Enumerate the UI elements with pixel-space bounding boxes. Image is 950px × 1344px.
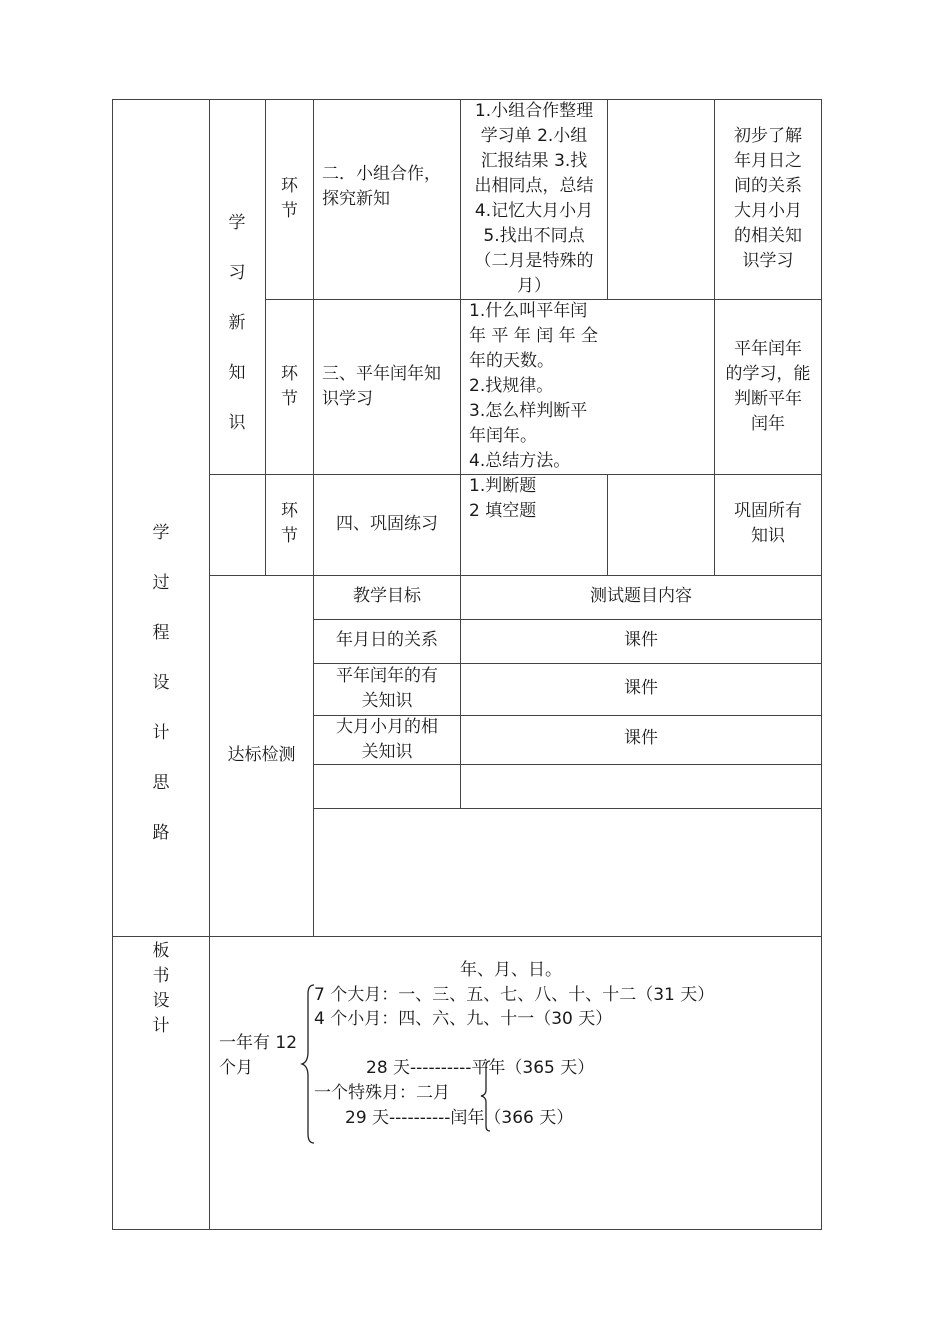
board-title: 年、月、日。 (460, 960, 562, 980)
section-char: 知 (228, 363, 246, 383)
assessment-row-goal: 年月日的关系 (336, 630, 438, 650)
side-char: 计 (152, 723, 170, 743)
step-title: 二．小组合作， 探究新知 (322, 164, 441, 209)
section-char: 习 (228, 263, 246, 283)
assessment-header-goal: 教学目标 (353, 586, 421, 606)
assessment-row-goal: 大月小月的相 关知识 (336, 717, 438, 762)
step-activities: 1.小组合作整理 学习单 2.小组 汇报结果 3.找 出相同点，总结 4.记忆大月小月 5.找出不同点 （二月是特殊的 月） (474, 101, 594, 296)
side-char: 程 (152, 623, 170, 643)
board-left: 一年有 12 个月 (219, 1033, 298, 1078)
assessment-row-content: 课件 (624, 630, 658, 650)
side-char: 思 (152, 773, 170, 793)
board-big-months: 7 个大月：一、三、五、七、八、十、十二（31 天） (314, 985, 715, 1005)
step-goal: 巩固所有 知识 (734, 501, 802, 546)
step-activities: 1.判断题 2 填空题 (469, 476, 537, 521)
step-title: 四、巩固练习 (336, 514, 438, 534)
step-title: 三、平年闰年知 识学习 (322, 364, 441, 409)
board-common-year: 28 天----------平年（365 天） (366, 1058, 595, 1078)
section-label (225, 208, 249, 458)
board-label: 板 书 设 计 (152, 941, 170, 1036)
assessment-row-goal: 平年闰年的有 关知识 (336, 666, 438, 711)
step-tag: 环 节 (281, 501, 298, 546)
section-char: 识 (228, 413, 246, 433)
step-goal: 初步了解 年月日之 间的关系 大月小月 的相关知 识学习 (734, 126, 802, 271)
section-char: 学 (228, 213, 246, 233)
big-brace-icon (300, 984, 316, 1144)
step-tag: 环 节 (281, 176, 298, 221)
assessment-header-content: 测试题目内容 (590, 586, 692, 606)
board-special-month: 一个特殊月：二月 (314, 1083, 450, 1103)
small-brace-icon (479, 1060, 493, 1132)
assessment-row-content: 课件 (624, 728, 658, 748)
assessment-label: 达标检测 (227, 745, 296, 765)
side-char: 过 (152, 573, 170, 593)
side-char: 设 (152, 673, 170, 693)
section-char: 新 (228, 313, 246, 333)
board-small-months: 4 个小月：四、六、九、十一（30 天） (314, 1009, 613, 1029)
step-goal: 平年闰年 的学习，能 判断平年 闰年 (725, 339, 811, 434)
board-leap-year: 29 天----------闰年（366 天） (345, 1108, 574, 1128)
side-label (149, 518, 173, 868)
side-char: 路 (152, 823, 170, 843)
step-tag: 环 节 (281, 364, 298, 409)
step-activities: 1.什么叫平年闰 年 平 年 闰 年 全 年的天数。 2.找规律。 3.怎么样判断平 年闰年。 4.总结方法。 (469, 301, 599, 471)
assessment-row-content: 课件 (624, 678, 658, 698)
side-char: 学 (152, 523, 170, 543)
